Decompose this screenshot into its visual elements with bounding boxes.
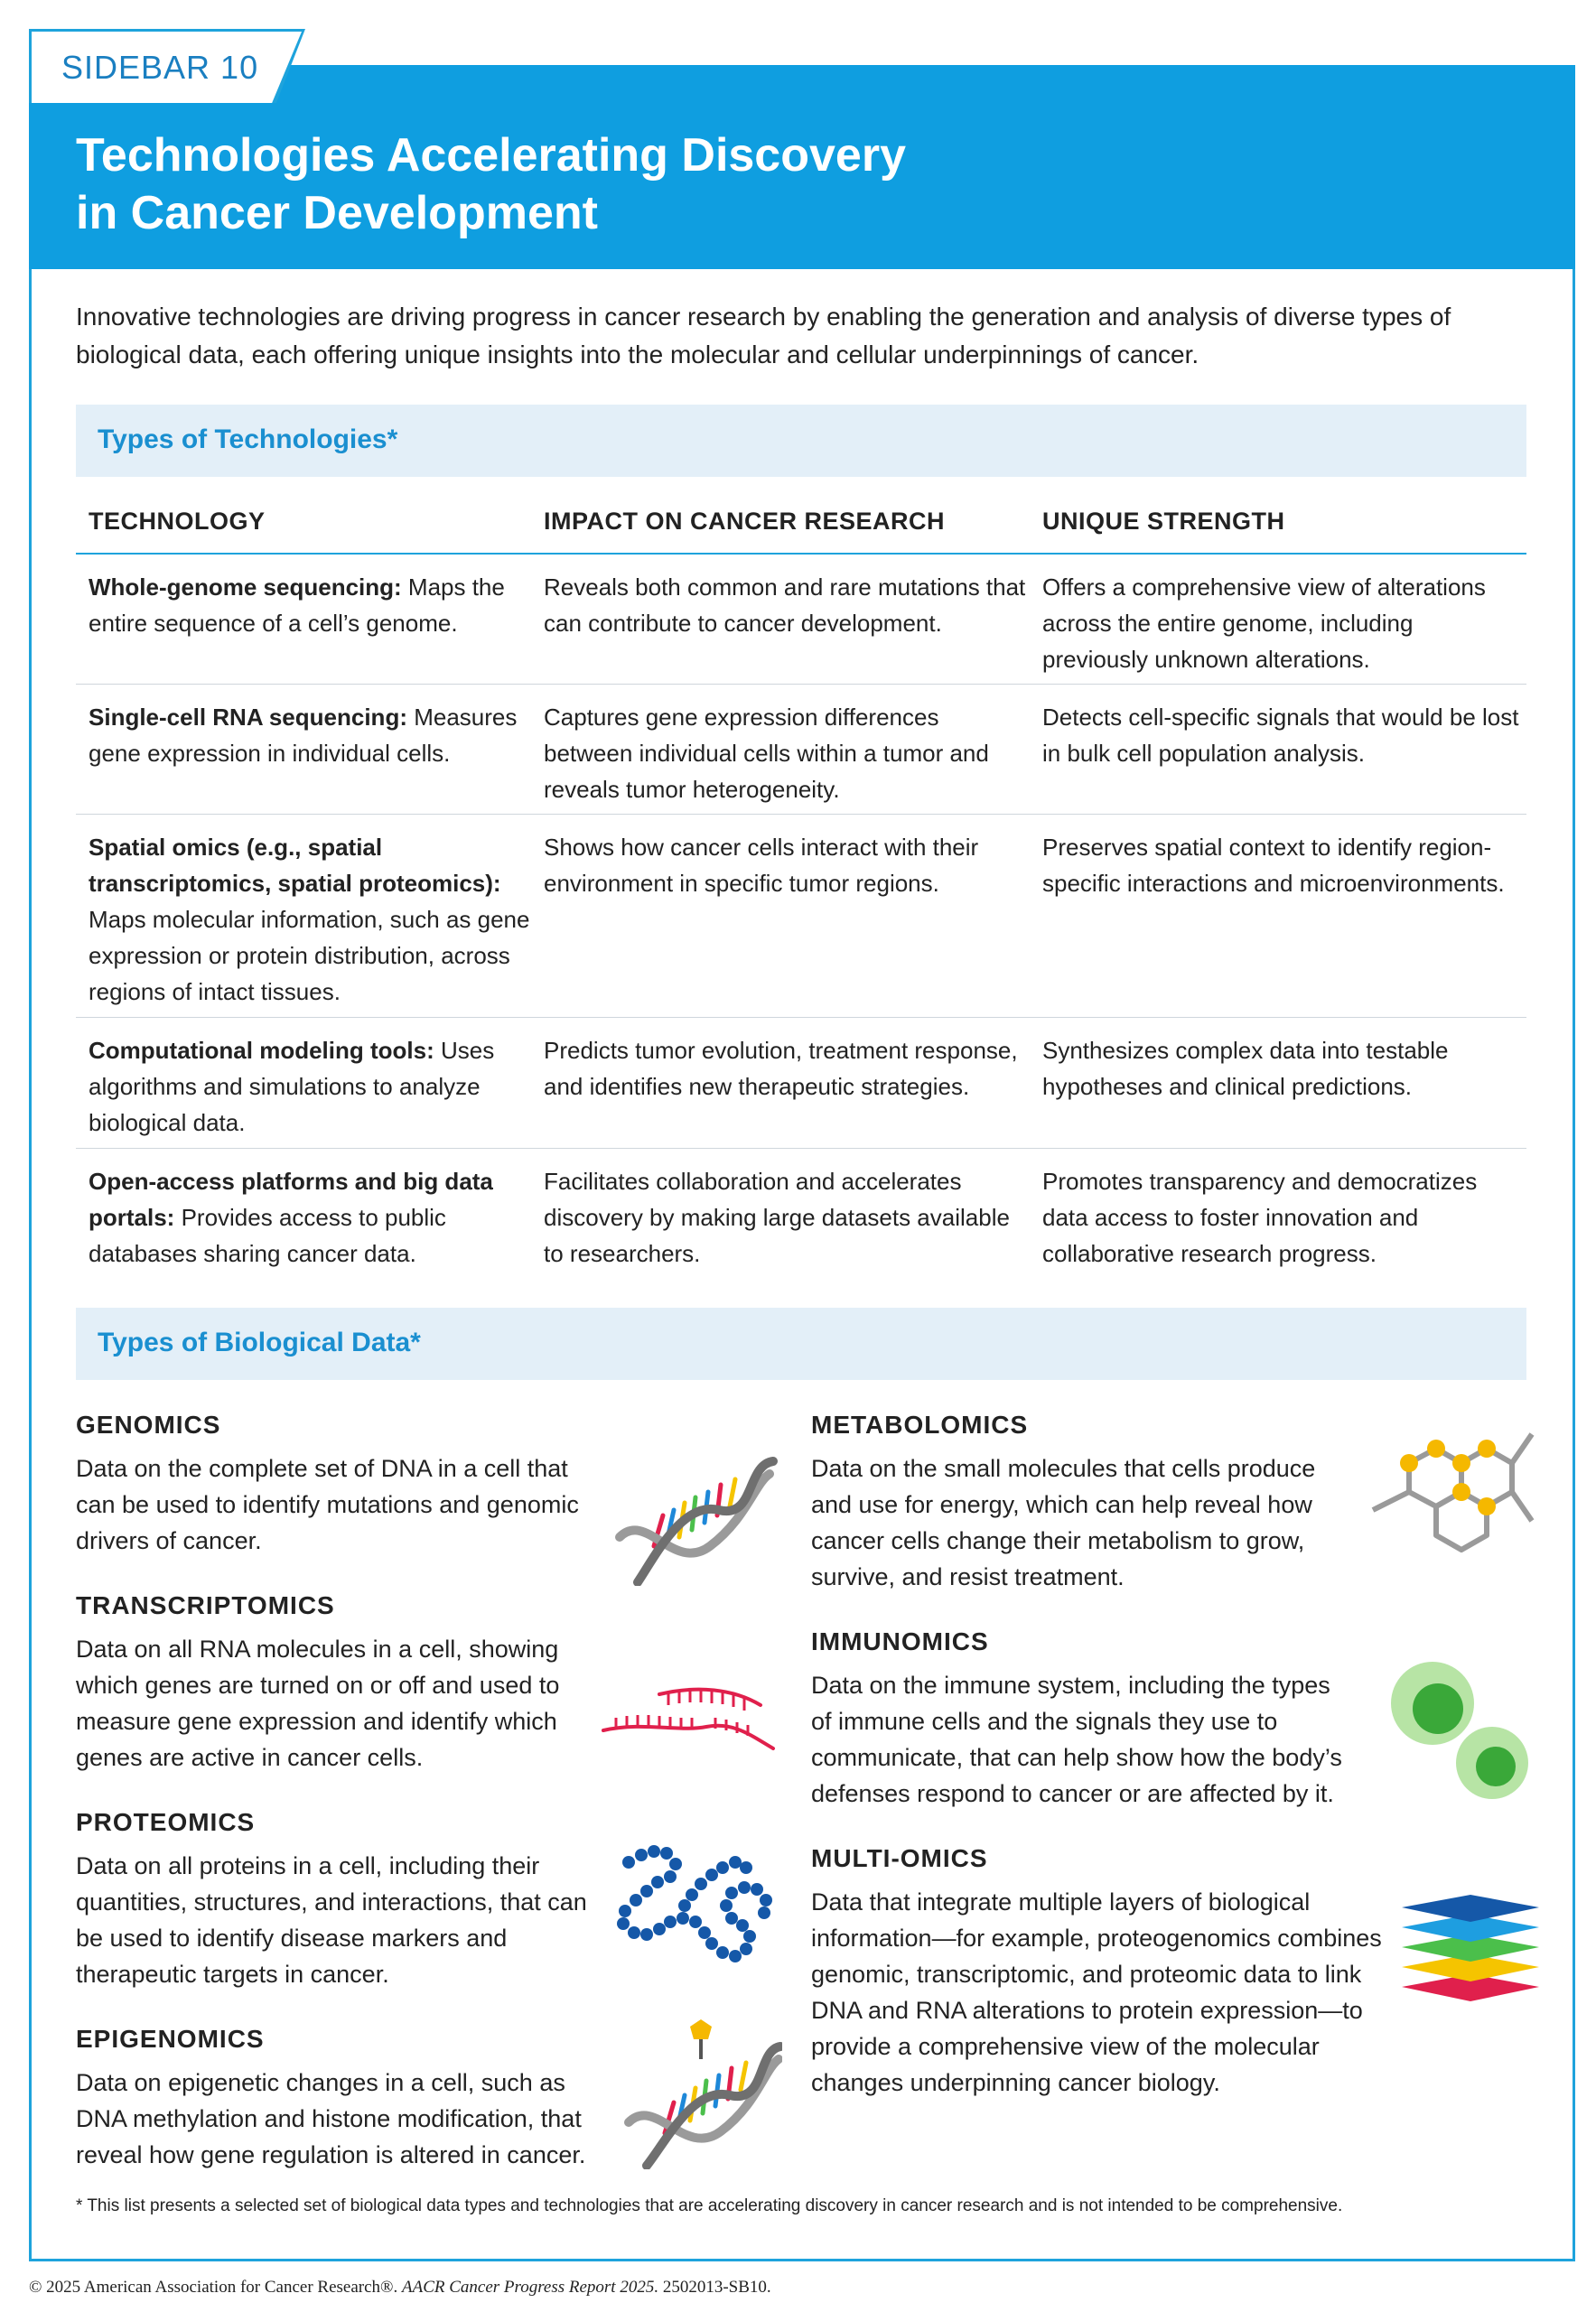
genomics-description: Data on the complete set of DNA in a cell that can be used to identify mutations and genomic drivers of cancer.	[76, 1455, 579, 1554]
strength-cell: Promotes transparency and democratizes data access to foster innovation and collaborative research progress.	[1042, 1168, 1478, 1267]
metabolomics-title: METABOLOMICS	[811, 1411, 1029, 1439]
protein-chain-icon	[611, 1835, 779, 1967]
rna-strand-icon	[598, 1678, 779, 1759]
strength-cell: Synthesizes complex data into testable hypotheses and clinical predictions.	[1042, 1037, 1449, 1100]
sidebar-tag-label: SIDEBAR 10	[61, 49, 259, 86]
page-title-line-1: Technologies Accelerating Discovery	[76, 129, 906, 182]
page-title-line-2: in Cancer Development	[76, 187, 598, 239]
table-row	[76, 1018, 1526, 1149]
technologies-section-title: Types of Technologies*	[98, 424, 398, 454]
copyright-report-name: AACR Cancer Progress Report 2025.	[401, 2278, 659, 2297]
transcriptomics-title: TRANSCRIPTOMICS	[76, 1591, 335, 1619]
strength-cell: Detects cell-specific signals that would be lost in bulk cell population analysis.	[1042, 704, 1519, 767]
column-header-impact: IMPACT ON CANCER RESEARCH	[544, 508, 946, 535]
technology-description: Measures gene expression in individual cells.	[89, 704, 518, 767]
biological-data-section-header	[76, 1308, 1526, 1380]
impact-cell: Captures gene expression differences between individual cells within a tumor and reveals tumor heterogeneity.	[544, 704, 989, 803]
technology-name: Single-cell RNA sequencing:	[89, 704, 407, 731]
table-row	[76, 815, 1526, 1018]
methylated-dna-icon	[620, 2016, 782, 2169]
technology-description: Uses algorithms and simulations to analyze biological data.	[89, 1037, 495, 1136]
copyright-prefix: © 2025 American Association for Cancer Research®.	[29, 2278, 402, 2297]
technologies-section-header	[76, 405, 1526, 477]
epigenomics-description: Data on epigenetic changes in a cell, such as DNA methylation and histone modification, that reveal how gene regulation is altered in cancer.	[76, 2069, 586, 2168]
technology-description: Maps molecular information, such as gene expression or protein distribution, across regions of intact tissues.	[89, 906, 530, 1005]
immunomics-title: IMMUNOMICS	[811, 1627, 989, 1655]
transcriptomics-description: Data on all RNA molecules in a cell, showing which genes are turned on or off and used to measure gene expression and identify which genes are active in cancer cells.	[76, 1636, 560, 1771]
stacked-layers-icon	[1398, 1888, 1543, 2014]
impact-cell: Predicts tumor evolution, treatment response, and identifies new therapeutic strategies.	[544, 1037, 1018, 1100]
metabolomics-description: Data on the small molecules that cells produce and use for energy, which can help reveal how cancer cells change their metabolism to grow, survive, and resist treatment.	[811, 1455, 1316, 1590]
technology-cell	[76, 829, 544, 1004]
strength-cell: Preserves spatial context to identify region-specific interactions and microenvironments.	[1042, 834, 1505, 897]
technology-name: Open-access platforms and big data portals:	[89, 1168, 493, 1231]
copyright-notice	[29, 2278, 771, 2298]
technology-description: Provides access to public databases sharing cancer data.	[89, 1204, 446, 1267]
molecule-hexagon-icon	[1355, 1427, 1535, 1553]
technology-name: Whole-genome sequencing:	[89, 573, 402, 601]
technology-name: Computational modeling tools:	[89, 1037, 434, 1064]
technology-name: Spatial omics (e.g., spatial transcriptomics, spatial proteomics):	[89, 834, 501, 897]
dna-helix-icon	[611, 1456, 779, 1586]
technology-cell	[76, 569, 544, 671]
proteomics-description: Data on all proteins in a cell, including their quantities, structures, and interactions, that can be used to identify disease markers and therapeutic targets in cancer.	[76, 1852, 587, 1988]
epigenomics-title: EPIGENOMICS	[76, 2025, 265, 2053]
impact-cell: Reveals both common and rare mutations that can contribute to cancer development.	[544, 573, 1026, 637]
technology-cell	[76, 699, 544, 801]
multiomics-description: Data that integrate multiple layers of biological information—for example, proteogenomics combines genomic, transcriptomic, and proteomic data to link DNA and RNA alterations to protein expression—to provide a comprehensive view of the molecular changes underpinning cancer biology.	[811, 1888, 1382, 2096]
technology-cell	[76, 1163, 544, 1272]
impact-cell: Facilitates collaboration and accelerates discovery by making large datasets available to researchers.	[544, 1168, 1010, 1267]
immune-cells-icon	[1387, 1660, 1532, 1804]
technology-description: Maps the entire sequence of a cell’s genome.	[89, 573, 505, 637]
table-row	[76, 685, 1526, 815]
biological-data-section-title: Types of Biological Data*	[98, 1328, 421, 1357]
technologies-table	[76, 499, 1526, 1284]
genomics-title: GENOMICS	[76, 1411, 221, 1439]
technology-cell	[76, 1032, 544, 1135]
strength-cell: Offers a comprehensive view of alterations across the entire genome, including previously unknown alterations.	[1042, 573, 1486, 673]
impact-cell: Shows how cancer cells interact with their environment in specific tumor regions.	[544, 834, 979, 897]
table-row	[76, 555, 1526, 685]
column-header-technology: TECHNOLOGY	[89, 508, 266, 535]
column-header-strength: UNIQUE STRENGTH	[1042, 508, 1285, 535]
table-row	[76, 1149, 1526, 1284]
copyright-code: 2502013-SB10.	[658, 2278, 771, 2297]
immunomics-description: Data on the immune system, including the types of immune cells and the signals they use to communicate, that can help show how the body’s defenses respond to cancer or are affected by it.	[811, 1672, 1342, 1807]
multiomics-title: MULTI-OMICS	[811, 1844, 988, 1872]
footnote: * This list presents a selected set of biological data types and technologies that are accelerating discovery in cancer research and is not intended to be comprehensive.	[76, 2196, 1343, 2215]
table-header	[76, 499, 1526, 555]
intro-paragraph: Innovative technologies are driving progress in cancer research by enabling the generation and analysis of diverse types of biological data, each offering unique insights into the molecular and cellular underpinnings of cancer.	[76, 303, 1451, 368]
page-title	[76, 126, 1250, 242]
proteomics-title: PROTEOMICS	[76, 1808, 256, 1836]
